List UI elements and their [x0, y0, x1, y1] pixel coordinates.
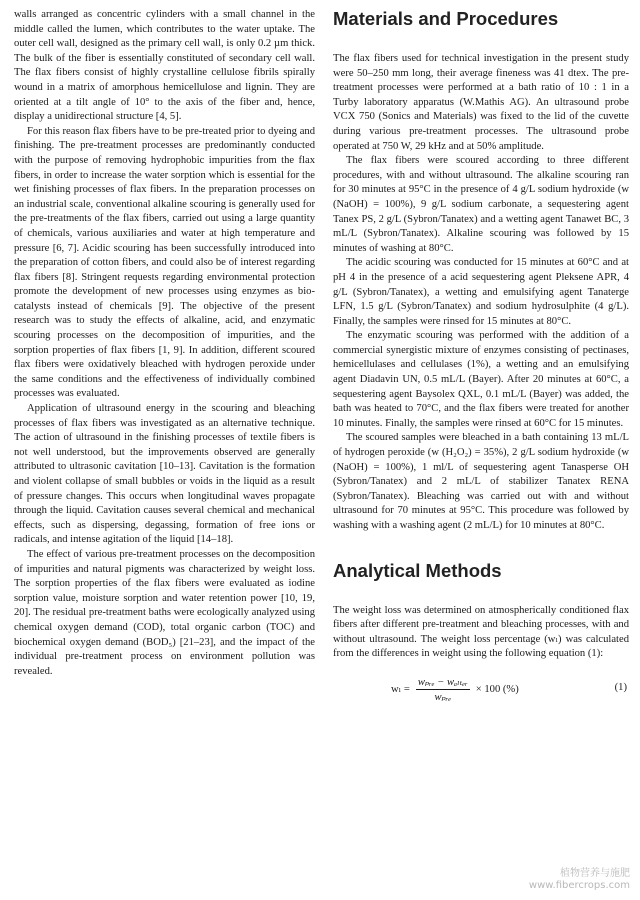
right-column — [333, 8, 629, 704]
paragraph: walls arranged as concentric cylinders with a small channel in the middle called the lumen, which contributes to the water uptake. The outer cell wall, designed as the primary cell wall, is only 0.2 µm thick. The bulk of the fiber is essentially constituted of secondary cell wall. The flax fibers consist of highly crystalline cellulose fibrils spirally wound in a matrix of amorphous hemicellulose and lignin. They are oriented at a tilt angle of 10° to the axis of the fiber and, hence, display a unidirectional structure [4, 5]. — [14, 9, 315, 123]
equation — [333, 668, 629, 704]
paragraph: The flax fibers used for technical investigation in the present study were 50–250 mm long, their average fineness was 41 dtex. The pre-treatment processes were performed at a bath ratio of 10 : 1 in a Turby laboratory apparatus (W.Mathis AG). An ultrasound probe VCX 750 (Sonics and Materials) was fixed to the lid of the cuvette during various pre-treatment processes. The ultrasound probe operated at 750 W, 29 kHz and at 50% amplitude. — [333, 53, 629, 152]
equation-numerator: wₚᵣₑ − wₐₗₜₑᵣ — [417, 676, 468, 688]
equation-rhs: × 100 (%) — [475, 683, 519, 695]
equation-denominator: wₚᵣₑ — [434, 691, 452, 703]
paragraph: The effect of various pre-treatment processes on the decomposition of impurities and natural pigments was characterized by weight loss. The sorption properties of the flax fibers were evaluated as iodine sorption value, moisture sorption and water retention power [10, 19, 20]. The residual pre-treatment baths were ecologically analyzed using chemical oxygen demand (COD), total organic carbon (TOC) and biochemical oxygen demand (BOD₅) [21–23], and the impact of the individual pre-treatment process on environment pollution was revealed. — [14, 548, 315, 677]
equation-lhs: wₗ = — [391, 684, 410, 696]
paragraph: The scoured samples were bleached in a bath containing 13 mL/L of hydrogen peroxide (w (H₂O₂) = 35%), 2 g/L sodium hydroxide (w (NaOH) = 100%), 1 ml/L of sequestering agent Tanasperse OH (Sybron/Tanatex) and 2 mL/L of stabilizer Tanatex RENA (Sybron/Tanatex). Bleaching was carried out with and without ultrasound for 70 minutes at 95°C. This procedure was followed by washing with a washing agent (2 mL/L) for 10 minutes at 80°C. — [333, 432, 629, 531]
left-column — [14, 8, 315, 679]
section-heading-materials: Materials and Procedures — [333, 8, 559, 29]
paragraph: For this reason flax fibers have to be pre-treated prior to dyeing and finishing. The pre-treatment processes are predominantly conducted with the purpose of removing hydrophobic impurities from the flax fibers, in order to increase the water sorption which is essential for the wet finishing processes of flax fibers. In the preparation processes on an industrial scale, conventional alkaline scouring is generally used for the pre-treatments of the flax fibers, carried out using a large quantity of chemicals, various auxiliaries and water at high temperature and pressure [6, 7]. Acidic scouring has been successfully introduced into the preparation of cotton fibers, and could also be of interest regarding flax fibers [8]. Stringent requests regarding environmental protection promote the development of new processes using enzymes as bio-catalysts instead of chemicals [9]. The objective of the present research was to study the effects of alkaline, acid, and enzymatic scouring processes on the decomposition of impurities, and the sorption properties of flax fibers [1, 9]. In addition, different scoured flax fibers were oxidatively bleached with hydrogen peroxide under the same conditions and the effectiveness of individually combined processes was evaluated. — [14, 125, 315, 400]
watermark — [529, 868, 630, 892]
paragraph: The flax fibers were scoured according to three different procedures, with and without ultrasound. The alkaline scouring ran for 30 minutes at 95°C in the presence of 4 g/L sodium hydroxide (w (NaOH) = 100%), 9 g/L sodium carbonate, a sequestering agent Tanex PS, 2 g/L (Sybron/Tanatex) and a wetting agent Tanawet BC, 3 mL/L (Sybron/Tanatex). Alkaline scouring was followed by 15 minutes of washing at 80°C. — [333, 155, 629, 254]
paragraph: The enzymatic scouring was performed with the addition of a commercial synergistic mixture of enzymes consisting of pectinases, hemicellulases and cellulases (1%), a wetting and an emulsifying agent Diadavin UN, 0.5 mL/L (Bayer). After 20 minutes at 60°C, a sequestering agent Baysolex QXL, 0.1 mL/L (Bayer) was added, the bath was heated to 70°C, and the flax fibers were treated for another 10 minutes. Finally, the samples were rinsed at 60°C for 15 minutes. — [333, 330, 629, 429]
section-heading-analytical: Analytical Methods — [333, 559, 502, 581]
paragraph: The acidic scouring was conducted for 15 minutes at 60°C and at pH 4 in the presence of a acid sequestering agent Pleksene APR, 4 g/L (Sybron/Tanatex), a wetting and emulsifying agent Tanaterge LFN, 1.5 g/L (Sybron/Tanatex) and sodium hydrosulphite (4 g/L). Finally, the samples were rinsed for 15 minutes at 80°C. — [333, 257, 629, 327]
paragraph: Application of ultrasound energy in the scouring and bleaching processes of flax fibers was investigated as an alternative technique. The action of ultrasound in the finishing processes of textile fibers is not well understood, but the improvements observed are generally attributed to ultrasonic cavitation [10–13]. Cavitation is the formation and violent collapse of small bubbles or voids in the liquid as a result of pressure changes. This occurs when longitudinal waves propagate through the liquid. Cavitation causes several chemical and mechanical effects, such as dispersing, degassing, formation of free ions or radicals, and intense agitation of the liquid [14–18]. — [14, 403, 315, 546]
equation-body — [391, 676, 519, 703]
paragraph: The weight loss was determined on atmospherically conditioned flax fibers after different pre-treatment and bleaching processes, with and without ultrasound. The weight loss percentage (wₗ) was calculated from the differences in weight using the following equation (1): — [333, 604, 629, 660]
watermark-text: 植物营养与施肥 — [560, 868, 630, 879]
equation-number: (1) — [614, 681, 627, 693]
watermark-url: www.fibercrops.com — [528, 880, 630, 891]
equation-fraction — [416, 676, 470, 703]
